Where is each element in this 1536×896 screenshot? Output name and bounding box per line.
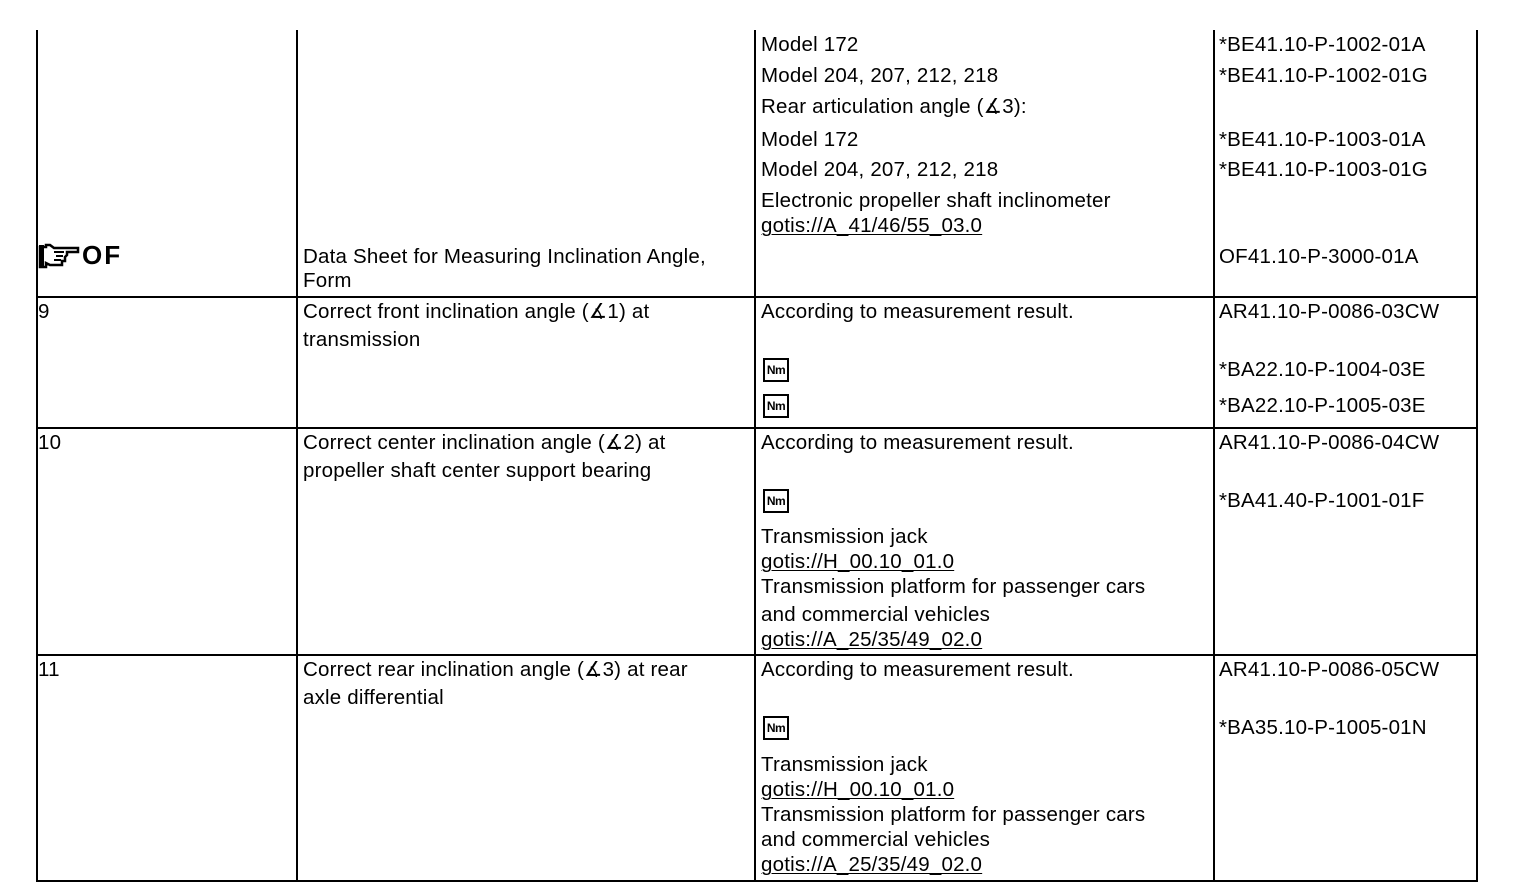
step-number: 11 (38, 658, 60, 681)
form-description: Data Sheet for Measuring Inclination Angle, (303, 245, 706, 268)
table-border-right (1476, 30, 1478, 882)
step-description: axle differential (303, 686, 444, 709)
row-divider (36, 654, 1478, 656)
tool-link[interactable]: gotis://A_41/46/55_03.0 (761, 214, 983, 237)
tool-link[interactable]: gotis://H_00.10_01.0 (761, 778, 955, 801)
tool-name: Transmission jack (761, 753, 928, 776)
form-description: Form (303, 269, 352, 292)
tool-link[interactable]: gotis://H_00.10_01.0 (761, 550, 955, 573)
reference-code[interactable]: *BE41.10-P-1003-01G (1219, 158, 1428, 181)
model-line: Model 204, 207, 212, 218 (761, 158, 999, 181)
measurement-note: According to measurement result. (761, 431, 1074, 454)
torque-icon[interactable]: Nm (763, 489, 789, 513)
column-divider (296, 30, 298, 882)
step-number: 9 (38, 300, 50, 323)
reference-code[interactable]: *BE41.10-P-1003-01A (1219, 128, 1426, 151)
reference-code[interactable]: *BA35.10-P-1005-01N (1219, 716, 1427, 739)
model-line: Model 172 (761, 33, 859, 56)
step-number: 10 (38, 431, 62, 454)
measurement-note: According to measurement result. (761, 658, 1074, 681)
column-divider (754, 30, 756, 882)
reference-code[interactable]: AR41.10-P-0086-05CW (1219, 658, 1440, 681)
reference-code[interactable]: *BE41.10-P-1002-01G (1219, 64, 1428, 87)
torque-icon[interactable]: Nm (763, 358, 789, 382)
of-label: OF (82, 240, 123, 270)
reference-code[interactable]: *BE41.10-P-1002-01A (1219, 33, 1426, 56)
step-description: Correct center inclination angle (∡2) at (303, 431, 666, 454)
step-description: Correct front inclination angle (∡1) at (303, 300, 650, 323)
tool-name: and commercial vehicles (761, 603, 991, 626)
tool-name: Transmission platform for passenger cars (761, 803, 1146, 826)
step-description: propeller shaft center support bearing (303, 459, 652, 482)
tool-name: and commercial vehicles (761, 828, 991, 851)
reference-code[interactable]: AR41.10-P-0086-03CW (1219, 300, 1440, 323)
reference-code[interactable]: *BA22.10-P-1004-03E (1219, 358, 1426, 381)
model-line: Model 172 (761, 128, 859, 151)
reference-code[interactable]: OF41.10-P-3000-01A (1219, 245, 1419, 268)
section-label: Rear articulation angle (∡3): (761, 95, 1027, 118)
row-divider (36, 296, 1478, 298)
of-marker (38, 240, 122, 271)
pointing-hand-icon (38, 241, 80, 271)
torque-icon[interactable]: Nm (763, 394, 789, 418)
reference-code[interactable]: *BA41.40-P-1001-01F (1219, 489, 1425, 512)
torque-icon[interactable]: Nm (763, 716, 789, 740)
tool-name: Transmission jack (761, 525, 928, 548)
tool-link[interactable]: gotis://A_25/35/49_02.0 (761, 853, 983, 876)
model-line: Model 204, 207, 212, 218 (761, 64, 999, 87)
column-divider (1213, 30, 1215, 882)
tool-name: Transmission platform for passenger cars (761, 575, 1146, 598)
table-border-left (36, 30, 38, 882)
step-description: Correct rear inclination angle (∡3) at rear (303, 658, 688, 681)
measurement-note: According to measurement result. (761, 300, 1074, 323)
row-divider (36, 427, 1478, 429)
table-border-bottom (36, 880, 1478, 882)
tool-name: Electronic propeller shaft inclinometer (761, 189, 1111, 212)
tool-link[interactable]: gotis://A_25/35/49_02.0 (761, 628, 983, 651)
reference-code[interactable]: *BA22.10-P-1005-03E (1219, 394, 1426, 417)
reference-code[interactable]: AR41.10-P-0086-04CW (1219, 431, 1440, 454)
step-description: transmission (303, 328, 421, 351)
